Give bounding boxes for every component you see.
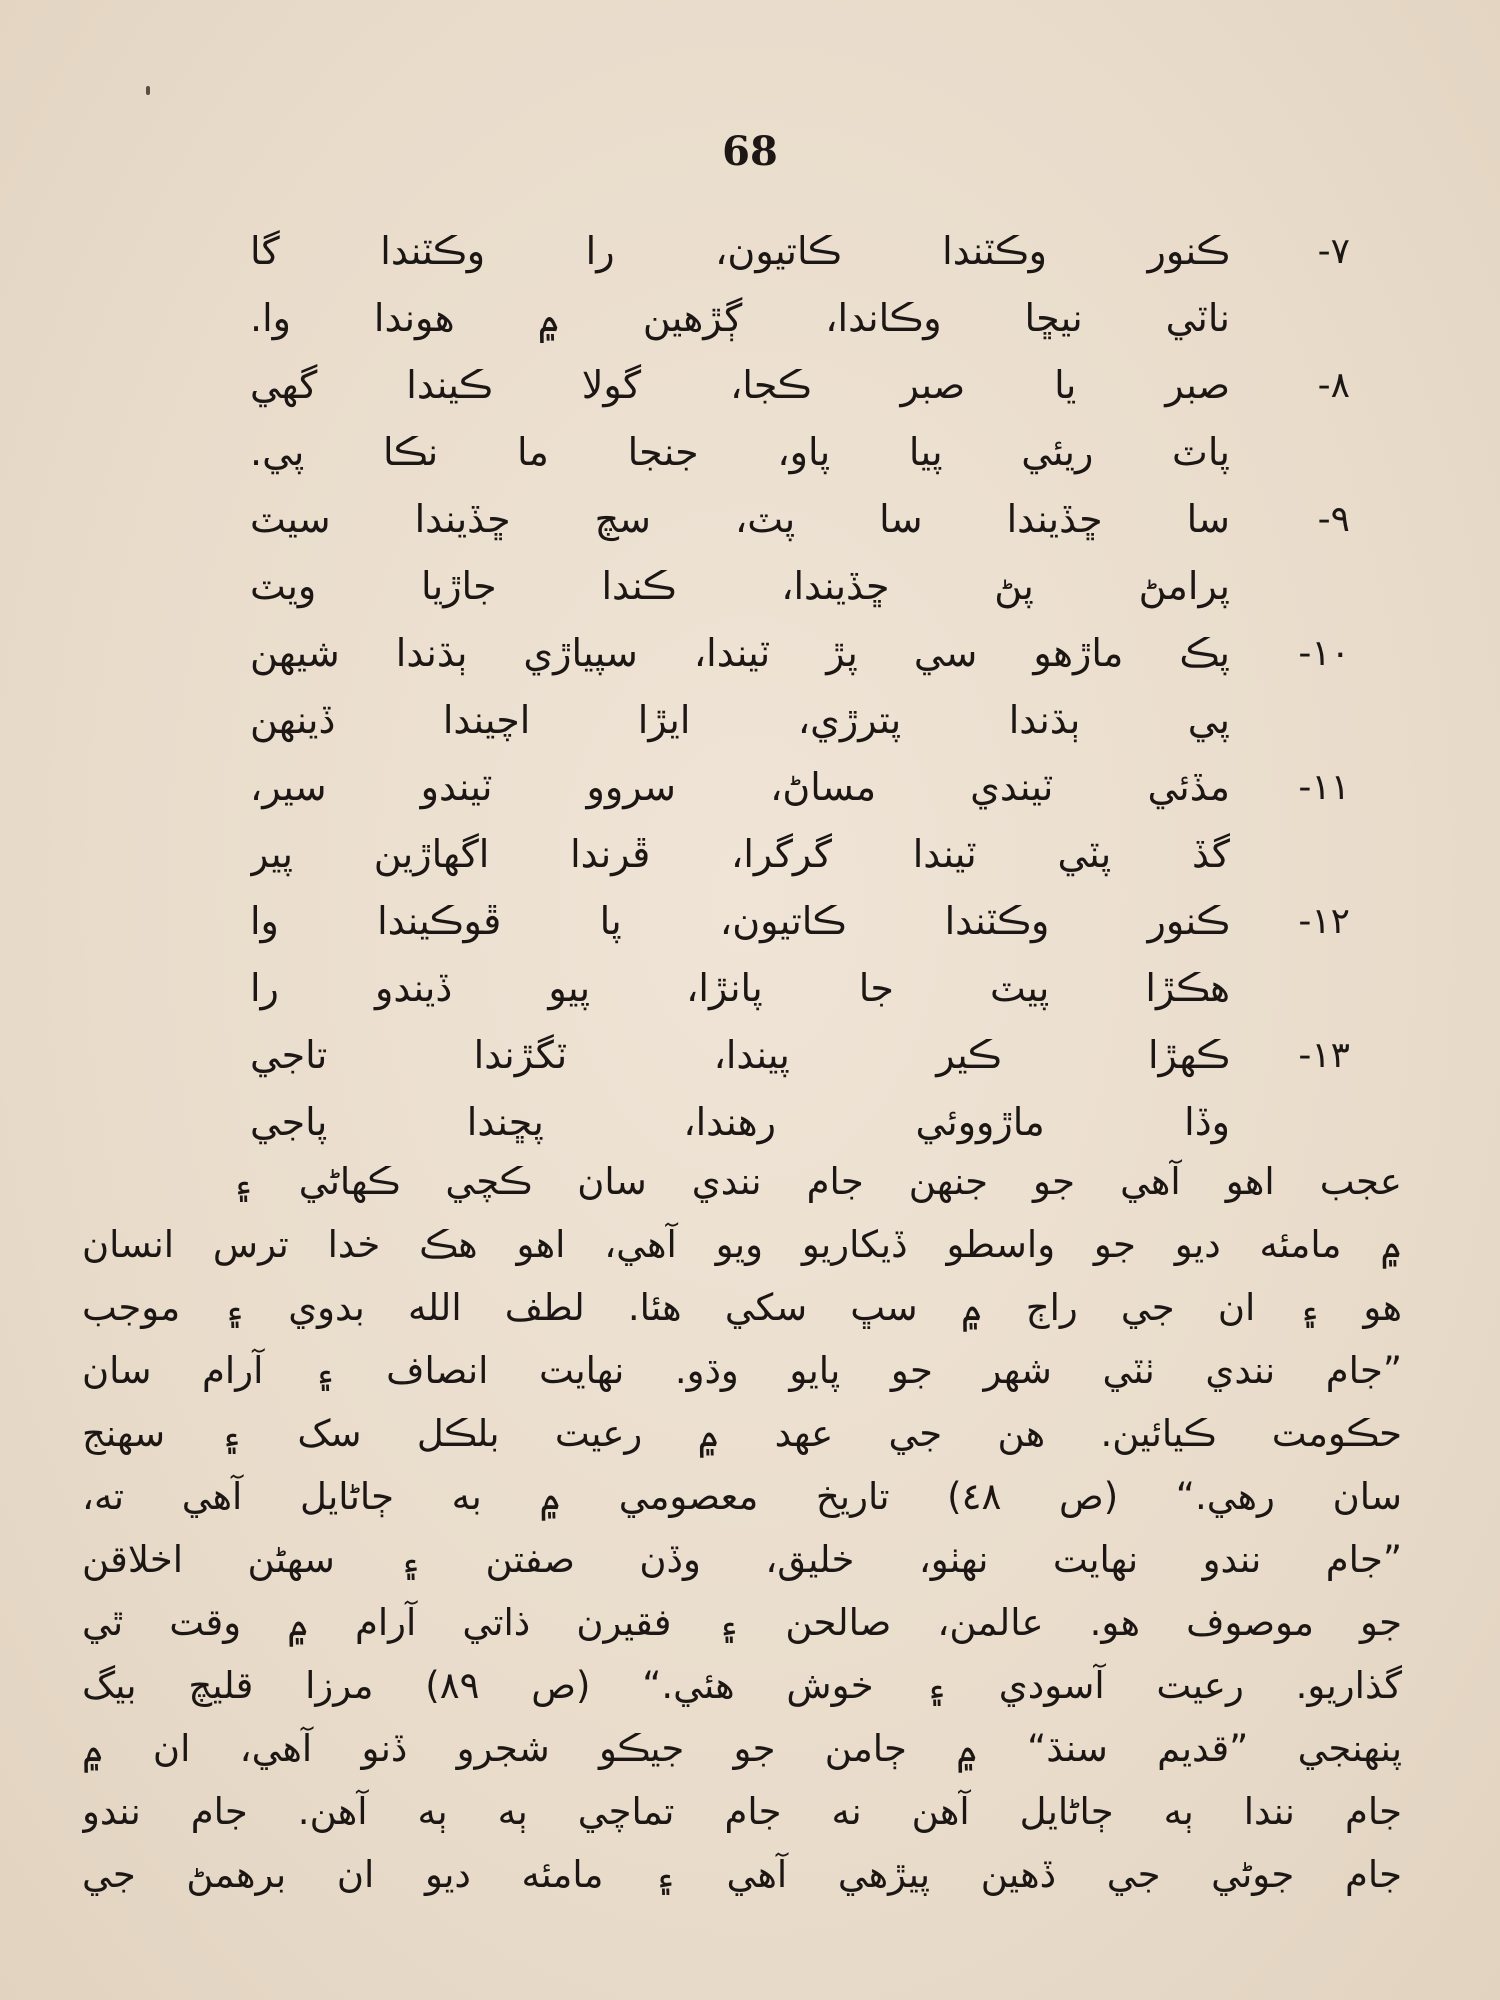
prose-paragraph [82,1150,1402,1906]
verse-number: ١١- [1298,767,1350,808]
prose-line: سان رهي.“ (ص ٤٨) تاريخ معصومي ۾ به ڄاڻايل آهي ته، [82,1475,1402,1518]
prose-line: هو ۽ ان جي راڄ ۾ سڀ سکي هئا. لطف الله بدوي ۽ موجب [82,1286,1402,1329]
verse-number: ١٢- [1298,901,1350,942]
verse-line: پي ٻڌندا پترڙي، ايڙا اچيندا ڏينهن [250,698,1230,742]
prose-line: عجب اهو آهي جو جنهن جام نندي سان ڪچي ڪهاڻي ۽ [232,1160,1402,1203]
verse-line: هڪڙا پيٽ جا پانڙا، پيو ڏيندو را [250,966,1230,1010]
verse-line: وڏا ماڙووئي رهندا، پڇندا پاجي [250,1100,1230,1144]
verse-line: صبر يا صبر ڪجا، گولا ڪيندا گهي [250,363,1230,407]
verse [250,352,1350,486]
page-number: 68 [722,128,778,175]
verse [250,486,1350,620]
verse-line: گڏ پٽي ٽيندا گرگرا، ڦرندا اگهاڙين پير [250,832,1230,876]
prose-line: جام جوڻي جي ڏهين پيڙهي آهي ۽ مامئه ديو ان برهمڻ جي [82,1853,1402,1896]
prose-line: پنهنجي ”قديم سنڌ“ ۾ ڄامن جو جيڪو شجرو ڏنو آهي، ان ۾ [82,1727,1402,1770]
prose-line: ”جام نندو نهايت نهٺو، خليق، وڏن صفتن ۽ سهڻن اخلاقن [82,1538,1402,1581]
verse-number: ٩- [1317,499,1350,540]
ink-speck [146,86,150,95]
verse [250,1022,1350,1156]
prose-line: گذاريو. رعيت آسودي ۽ خوش هئي.“ (ص ٨٩) مرزا قليچ بيگ [82,1664,1402,1707]
verse-line: ڪنور وڪٽندا ڪاتيون، را وڪٽندا گا [250,229,1230,273]
verse-line: ناٽي نيڇا وڪاندا، ڳڙهين ۾ هوندا وا. [250,296,1230,340]
verse-list [250,218,1350,1156]
prose-line: جام نندا ٻه ڄاڻايل آهن نه جام تماچي ٻه ٻه آهن. جام نندو [82,1790,1402,1833]
verse [250,888,1350,1022]
verse-number: ٧- [1317,231,1350,272]
verse-line: ڪنور وڪٽندا ڪاتيون، پا ڦوڪيندا وا [250,899,1230,943]
verse [250,754,1350,888]
prose-line: جو موصوف هو. عالمن، صالحن ۽ فقيرن ذاتي آرام ۾ وقت ٿي [82,1601,1402,1644]
verse-line: ڪهڙا ڪير پيندا، ٽگڙندا تاجي [250,1033,1230,1077]
verse-line: سا ڇڏيندا سا پٽ، سچ ڇڏيندا سيٽ [250,497,1230,541]
verse-line: پرامڻ پڻ ڇڏيندا، ڪندا جاڙيا ويٽ [250,564,1230,608]
prose-line: حڪومت ڪيائين. هن جي عهد ۾ رعيت بلڪل سک ۽ سهنج [82,1412,1402,1455]
prose-line: ”جام نندي ٺٽي شهر جو پايو وڌو. نهايت انصاف ۽ آرام سان [82,1349,1402,1392]
verse-number: ١٣- [1298,1035,1350,1076]
verse-number: ١٠- [1298,633,1350,674]
verse [250,620,1350,754]
verse [250,218,1350,352]
verse-line: مڏئي ٽيندي مساڻ، سروو ٽيندو سير، [250,765,1230,809]
verse-line: پڪ ماڙهو سي پڙ ٽيندا، سپياڙي ٻڌندا شيهن [250,631,1230,675]
verse-number: ٨- [1317,365,1350,406]
prose-line: ۾ مامئه ديو جو واسطو ڏيکاريو ويو آهي، اهو هڪ خدا ترس انسان [82,1223,1402,1266]
verse-line: پاٽ ريئي پيا پاو، جنجا ما نڪا پي. [250,430,1230,474]
